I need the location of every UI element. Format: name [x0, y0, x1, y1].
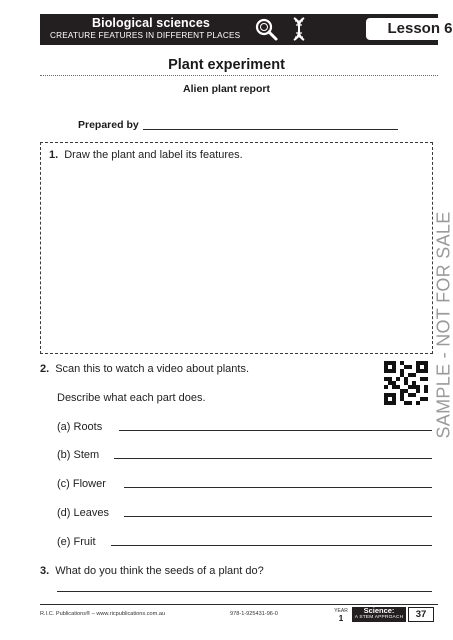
prepared-by-label: Prepared by — [78, 119, 139, 131]
dna-icon — [286, 16, 312, 42]
isbn: 978-1-925431-96-0 — [230, 611, 278, 617]
answer-line-seeds[interactable] — [57, 591, 432, 592]
year-value: 1 — [338, 614, 344, 623]
question-number: 2. — [40, 363, 50, 375]
year-badge — [334, 608, 348, 623]
series-subtitle: A STEM APPROACH — [354, 615, 404, 620]
drawing-box[interactable] — [40, 142, 433, 354]
page-title: Plant experiment — [168, 57, 285, 73]
lesson-badge: Lesson 6 — [366, 18, 453, 40]
question-text: Scan this to watch a video about plants. — [55, 363, 250, 375]
answer-line-roots[interactable] — [119, 430, 432, 431]
section-subtitle: CREATURE FEATURES IN DIFFERENT PLACES — [50, 31, 241, 40]
instruction: Describe what each part does. — [57, 392, 206, 404]
part-label-stem: (b) Stem — [57, 449, 100, 461]
question-text: Draw the plant and label its features. — [64, 149, 243, 161]
answer-line-leaves[interactable] — [124, 516, 432, 517]
question-1 — [49, 149, 243, 161]
divider — [40, 75, 438, 76]
footer-rule — [40, 604, 438, 605]
publisher-credit: R.I.C. Publications® – www.ricpublications.com.au — [40, 611, 166, 617]
magnifier-icon — [253, 16, 279, 42]
answer-line-stem[interactable] — [114, 458, 432, 459]
question-3 — [40, 565, 264, 577]
prepared-by-line[interactable] — [143, 129, 398, 130]
page-number: 37 — [408, 607, 434, 622]
header-band — [40, 14, 453, 45]
part-label-leaves: (d) Leaves — [57, 507, 109, 519]
question-number: 3. — [40, 565, 50, 577]
series-badge — [352, 607, 406, 622]
series-title: Science: — [363, 606, 395, 615]
part-label-roots: (a) Roots — [57, 421, 103, 433]
watermark-text: SAMPLE - NOT FOR SALE — [433, 211, 453, 439]
part-label-fruit: (e) Fruit — [57, 536, 96, 548]
page-subtitle: Alien plant report — [183, 83, 270, 95]
answer-line-fruit[interactable] — [111, 545, 432, 546]
question-2 — [40, 363, 249, 375]
question-text: What do you think the seeds of a plant do? — [55, 565, 264, 577]
part-label-flower: (c) Flower — [57, 478, 106, 490]
watermark — [426, 190, 453, 460]
question-number: 1. — [49, 149, 59, 161]
section-title: Biological sciences — [92, 16, 210, 30]
qr-code-icon[interactable] — [384, 361, 428, 405]
answer-line-flower[interactable] — [124, 487, 432, 488]
year-label: YEAR — [334, 608, 348, 614]
